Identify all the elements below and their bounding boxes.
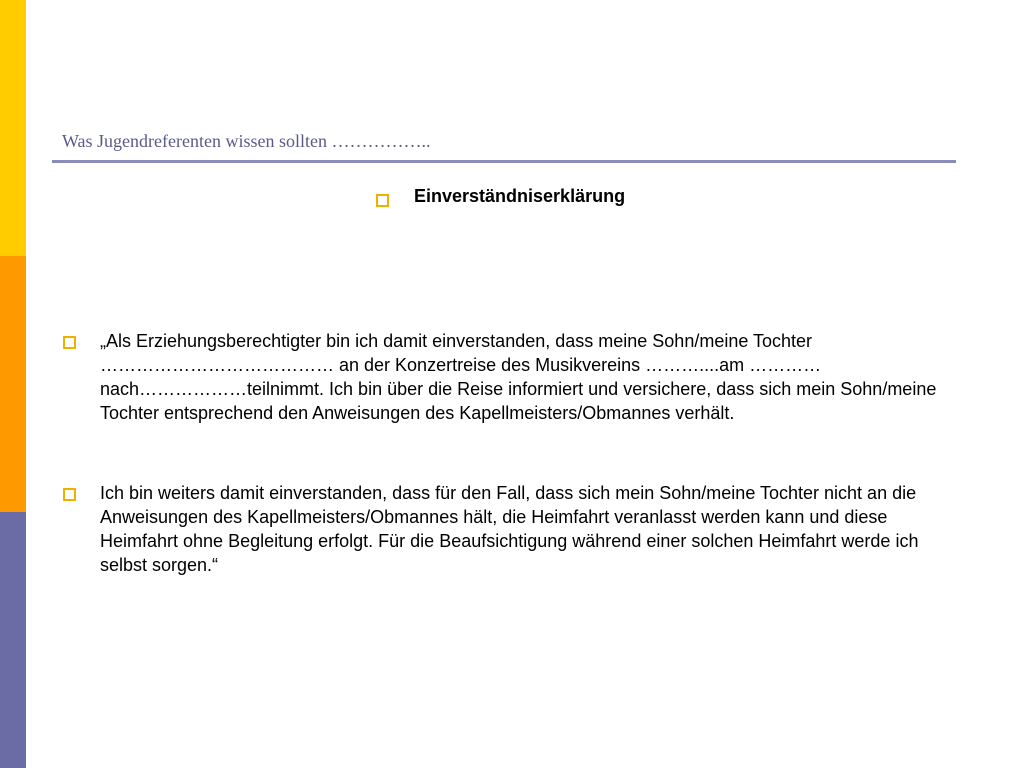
slide-title: Was Jugendreferenten wissen sollten …………….. <box>62 131 431 151</box>
square-bullet-icon <box>65 490 74 499</box>
title-underline <box>52 160 956 163</box>
consent-paragraph: „Als Erziehungsberechtigter bin ich damit einverstanden, dass meine Sohn/meine Tochter ………………………………… an der Konzertreise des Musikvereins ………....am …………nach………………teilnimmt. Ich bin über die Reise informiert und versichere, dass sich mein Sohn/meine Tochter entsprechend den Anweisungen des Kapellmeisters/Obmannes verhält. <box>100 331 937 423</box>
square-bullet-icon <box>65 338 74 347</box>
side-bar-purple <box>0 512 26 768</box>
return-trip-paragraph: Ich bin weiters damit einverstanden, dass für den Fall, dass sich mein Sohn/meine Tochter nicht an die Anweisungen des Kapellmeisters/Obmannes hält, die Heimfahrt veranlasst werden kann und diese Heimfahrt ohne Begleitung erfolgt. Für die Beaufsichtigung während einer solchen Heimfahrt werde ich selbst sorgen.“ <box>100 483 919 575</box>
section-heading: Einverständniserklärung <box>414 186 626 206</box>
square-bullet-icon <box>378 196 387 205</box>
side-bar-orange <box>0 256 26 512</box>
side-bar-yellow <box>0 0 26 256</box>
